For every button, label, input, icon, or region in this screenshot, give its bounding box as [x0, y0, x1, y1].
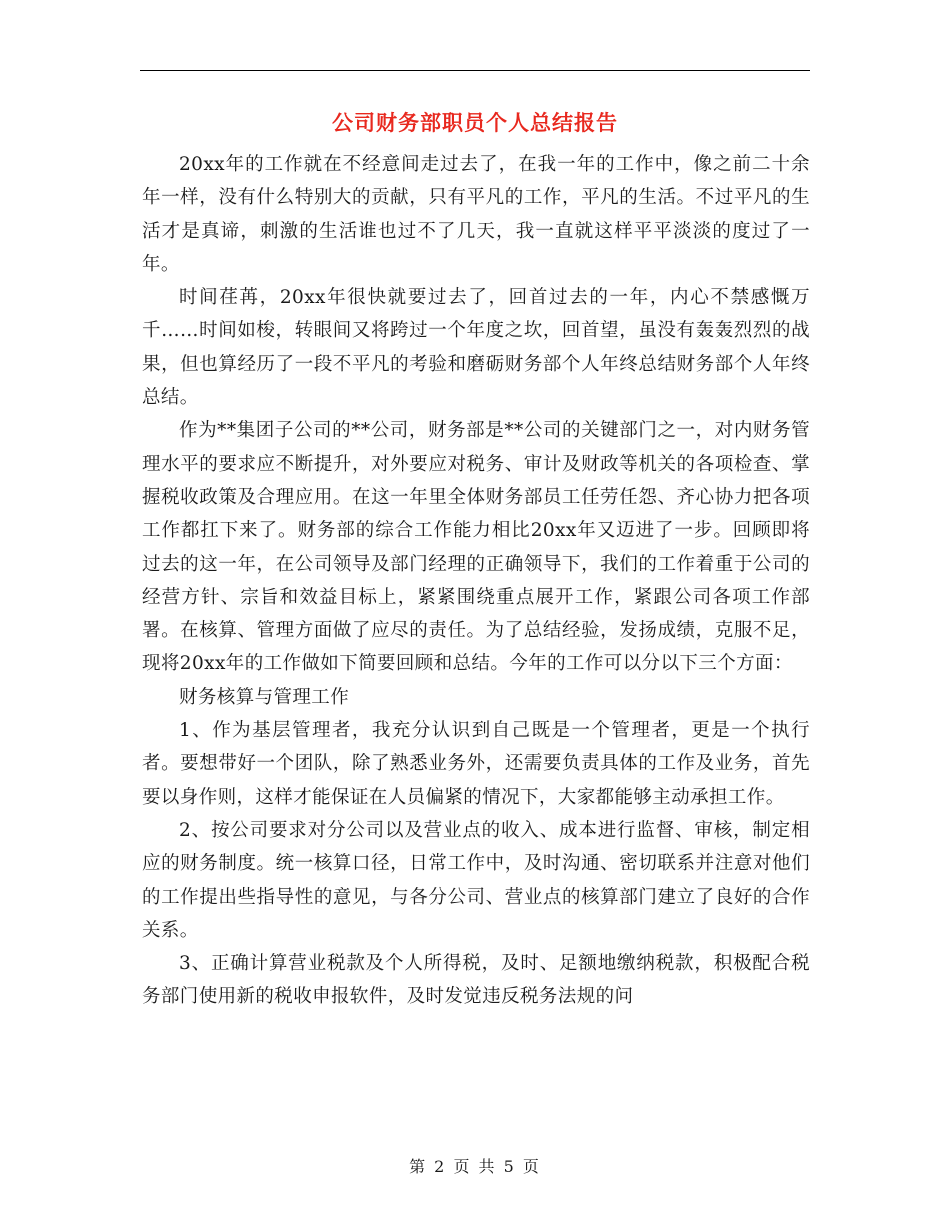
paragraph-item-1: 1、作为基层管理者，我充分认识到自己既是一个管理者，更是一个执行者。要想带好一个团队，除了熟悉业务外，还需要负责具体的工作及业务，首先要以身作则，这样才能保证在人员偏紧的情况下，大家都能够主动承担工作。: [142, 720, 810, 808]
paragraph-intro: 20xx年的工作就在不经意间走过去了，在我一年的工作中，像之前二十余年一样，没有什么特别大的贡献，只有平凡的工作，平凡的生活。不过平凡的生活才是真谛，刺激的生活谁也过不了几天，我一直就这样平平淡淡的度过了一年。: [142, 154, 810, 275]
section-heading: 财务核算与管理工作: [179, 686, 350, 708]
header-rule: [140, 70, 810, 71]
document-title: 公司财务部职员个人总结报告: [332, 110, 618, 135]
paragraph-item-3: 3、正确计算营业税款及个人所得税，及时、足额地缴纳税款，积极配合税务部门使用新的税收申报软件，及时发觉违反税务法规的问: [142, 953, 810, 1008]
page-number: 第 2 页 共 5 页: [409, 1157, 541, 1176]
paragraph-department: 作为**集团子公司的**公司，财务部是**公司的关键部门之一，对内财务管理水平的要求应不断提升，对外要应对税务、审计及财政等机关的各项检查、掌握税收政策及合理应用。在这一年里全体财务部员工任劳任怨、齐心协力把各项工作都扛下来了。财务部的综合工作能力相比20xx年又迈进了一步。回顾即将过去的这一年，在公司领导及部门经理的正确领导下，我们的工作着重于公司的经营方针、宗旨和效益目标上，紧紧围绕重点展开工作，紧跟公司各项工作部署。在核算、管理方面做了应尽的责任。为了总结经验，发扬成绩，克服不足，现将20xx年的工作做如下简要回顾和总结。今年的工作可以分以下三个方面：: [142, 420, 810, 675]
document-body: [142, 148, 810, 1014]
paragraph-review: 时间荏苒，20xx年很快就要过去了，回首过去的一年，内心不禁感慨万千……时间如梭，转眼间又将跨过一个年度之坎，回首望，虽没有轰轰烈烈的战果，但也算经历了一段不平凡的考验和磨砺财务部个人年终总结财务部个人年终总结。: [142, 287, 810, 409]
paragraph-item-2: 2、按公司要求对分公司以及营业点的收入、成本进行监督、审核，制定相应的财务制度。统一核算口径，日常工作中，及时沟通、密切联系并注意对他们的工作提出些指导性的意见，与各分公司、营业点的核算部门建立了良好的合作关系。: [142, 819, 810, 941]
